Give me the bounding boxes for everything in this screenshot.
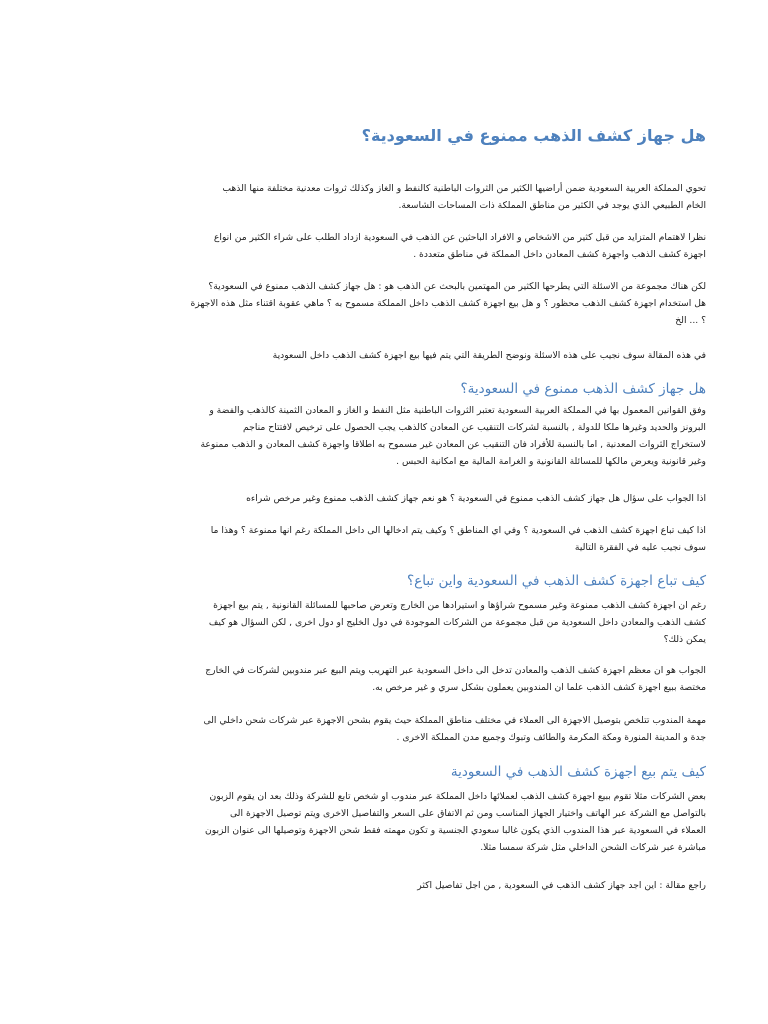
text-line: جدة و المدينة المنورة ومكة المكرمة والطائف وتبوك وجميع مدن المملكة الاخرى . [396,732,706,743]
section-heading-3: كيف يتم بيع اجهزة كشف الذهب في السعودية [450,764,706,780]
text-line: الجواب هو ان معظم اجهزة كشف الذهب والمعادن تدخل الى داخل السعودية عبر التهريب ويتم البيع عبر مندوبين لشركات في الخارج [205,665,706,676]
text-line: هل استخدام اجهزة كشف الذهب محظور ؟ و هل بيع اجهزة كشف الذهب داخل المملكة مسموح به ؟ ماهي عقوبة اقتناء مثل هذه الاجهزة [190,298,706,309]
section-heading-2: كيف تباع اجهزة كشف الذهب في السعودية واين تباع؟ [407,573,706,589]
section-1-paragraph-1 [88,402,706,470]
section-1-paragraph-2 [88,490,706,507]
text-line: مختصة ببيع اجهزة كشف الذهب علما ان المندوبين يعملون بشكل سري و غير مرخص به. [372,682,706,693]
intro-paragraph [88,180,706,214]
text-line: لاستخراج الثروات المعدنية , اما بالنسبة للأفراد فان التنقيب عن المعادن غير مسموح به اطلاقا واجهزة كشف المعادن و الذهب ممنوعة [200,439,706,450]
text-line: وفق القوانين المعمول بها في المملكة العربية السعودية تعتبر الثروات الباطنية مثل النفط و الغاز و المعادن الثمينة كالذهب والفضة و [209,405,706,416]
text-line: ؟ ... الخ [675,315,706,326]
paragraph-2 [88,229,706,263]
text-line: اذا كيف تباع اجهزة كشف الذهب في السعودية ؟ وفي اي المناطق ؟ وكيف يتم ادخالها الى داخل المملكة رغم انها ممنوعة ؟ وهذا ما [210,525,706,536]
section-2-paragraph-1 [88,597,706,648]
text-line: اذا الجواب على سؤال هل جهاز كشف الذهب ممنوع في السعودية ؟ هو نعم جهاز كشف الذهب ممنوع وغير مرخص شراءه [246,493,706,504]
text-line: سوف نجيب عليه في الفقرة التالية [574,542,706,553]
section-2-paragraph-3 [88,712,706,746]
paragraph-4 [88,347,706,364]
text-line: مهمة المندوب تتلخص بتوصيل الاجهزة الى العملاء في مختلف مناطق المملكة حيث يقوم بشحن الاجهزة عبر شركات شحن داخلي الى [203,715,706,726]
text-line: تحوي المملكة العربية السعودية ضمن أراضيها الكثير من الثروات الباطنية كالنفط و الغاز وكذلك ثروات معدنية مختلفة منها الذهب [222,183,706,194]
text-line: مباشرة عبر شركات الشحن الداخلي مثل شركة سمسا مثلا. [480,842,706,853]
document-page [88,0,706,1024]
text-line: في هذه المقالة سوف نجيب على هذه الاسئلة ونوضح الطريقة التي يتم فيها بيع اجهزة كشف الذهب داخل السعودية [272,350,706,361]
text-line: بالتواصل مع الشركة عبر الهاتف واختيار الجهاز المناسب ومن ثم الاتفاق على السعر والتفاصيل الاخرى ويتم توصيل الاجهزة الى [230,808,706,819]
text-line: لكن هناك مجموعة من الاسئلة التي يطرحها الكثير من المهتمين بالبحث عن الذهب هو : هل جهاز كشف الذهب ممنوع في السعودية؟ [208,281,706,292]
paragraph-3 [88,278,706,329]
section-3-paragraph-1 [88,788,706,856]
section-2-paragraph-2 [88,662,706,696]
text-line: البرونز والحديد وغيرها ملكا للدولة , بالنسبة لشركات التنقيب عن المعادن كالذهب يجب الحصول على ترخيص لافتتاح مناجم [243,422,706,433]
text-line: بعض الشركات مثلا تقوم ببيع اجهزة كشف الذهب لعملائها داخل المملكة عبر مندوب او شخص تابع للشركة وذلك بعد ان يقوم الزبون [209,791,706,802]
page-title: هل جهاز كشف الذهب ممنوع في السعودية؟ [361,126,706,145]
text-line: رغم ان اجهزة كشف الذهب ممنوعة وغير مسموح شراؤها و استيرادها من الخارج وتعرض صاحبها للمسائلة القانونية , يتم بيع اجهزة [213,600,706,611]
section-1-paragraph-3 [88,522,706,556]
text-line: كشف الذهب والمعادن داخل السعودية من قبل مجموعة من الشركات الموجودة في دول الخليج او دول اخرى , لكن السؤال هو كيف [208,617,706,628]
text-line: اجهزة كشف الذهب واجهزة كشف المعادن داخل المملكة في مناطق متعددة . [413,249,706,260]
text-line: نظرا لاهتمام المتزايد من قبل كثير من الاشخاص و الافراد الباحثين عن الذهب في السعودية ازداد الطلب على شراء الكثير من انواع [213,232,706,243]
text-line: راجع مقالة : اين اجد جهاز كشف الذهب في السعودية , من اجل تفاصيل اكثر [417,880,706,891]
text-line: الخام الطبيعي الذي يوجد في الكثير من مناطق المملكة ذات المساحات الشاسعة. [398,200,706,211]
text-line: وغير قانونية ويعرض مالكها للمسائلة القانونية و الغرامة المالية مع امكانية الحبس . [396,456,706,467]
text-line: العملاء في السعودية عبر هذا المندوب الذي يكون غالبا سعودي الجنسية و تكون مهمته فقط شحن الاجهزة وتوصيلها الى عنوان الزبون [205,825,706,836]
section-3-paragraph-2 [88,877,706,894]
section-heading-1: هل جهاز كشف الذهب ممنوع في السعودية؟ [460,381,706,397]
text-line: يمكن ذلك؟ [663,634,706,645]
